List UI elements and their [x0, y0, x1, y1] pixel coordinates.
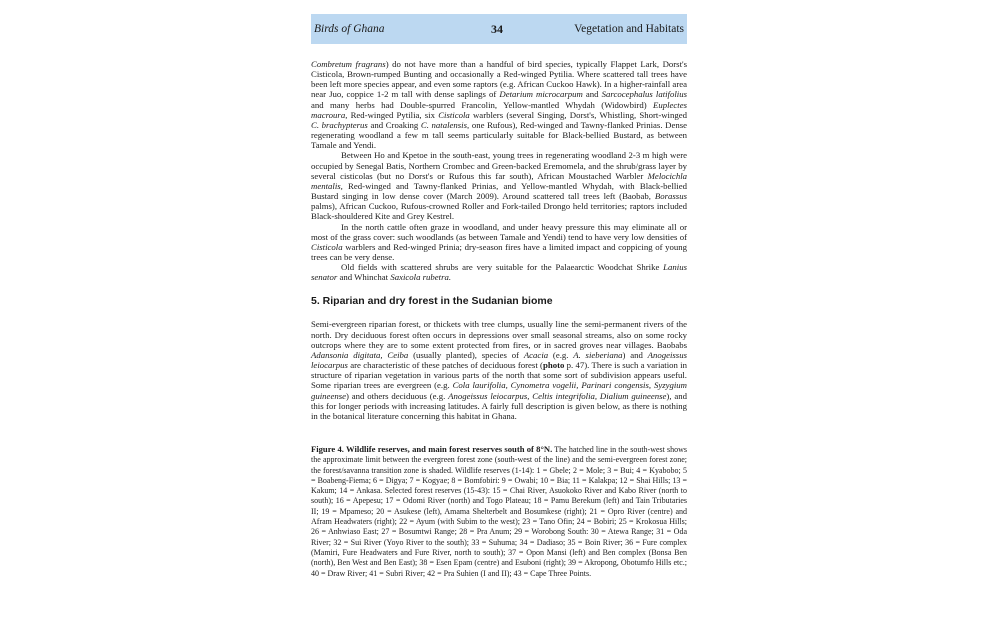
paragraph-combretum: Combretum fragrans) do not have more than a handful of bird species, typically Flappet Lark, Dorst's Cisticola, Brown-rumped Bunting and occasionally a Red-winged Pytilia. Where scattered tall trees have been left more species appear, and even some raptors (e.g. African Cuckoo Hawk). In a higher-rainfall area near Juo, coppice 1-2 m tall with dense saplings of Detarium microcarpum and Sarcocephalus latifolius and many herbs had Double-spurred Francolin, Yellow-mantled Whydah (Widowbird) Euplectes macroura, Red-winged Pytilia, six Cisticola warblers (several Singing, Dorst's, Whistling, Short-winged C. brachypterus and Croaking C. natalensis, one Rufous), Red-winged and Tawny-flanked Prinias. Dense regenerating woodland a few m tall seems particularly suitable for Black-bellied Bustard, as between Tamale and Yendi.	[311, 59, 688, 151]
book-title: Birds of Ghana	[314, 23, 385, 35]
page-number: 34	[491, 21, 503, 36]
figure-caption-text: The hatched line in the south-west shows the approximate limit between the evergreen forest zone (south-west of the line) and the semi-evergreen forest zone; the forest/savanna transition zone is shaded. Wildlife reserves (1-14): 1 = Gbele; 2 = Mole; 3 = Bui; 4 = Kyabobo; 5 = Boabeng-Fiema; 6 = Digya; 7 = Kogyae; 8 = Bomfobiri: 9 = Owabi; 10 = Bia; 11 = Kalakpa; 12 = Shai Hills; 13 = Kakum; 14 = Ankasa. Selected forest reserves (15-43): 15 = Chai River, Asuokoko River and Kabo River (north to south); 16 = Apepesu; 17 = Odomi River (north) and Togo Plateau; 18 = Pamu Berekum (left) and Tain Tributaries II; 19 = Mpameso; 20 = Asukese (left), Amama Shelterbelt and Bosumkese (right); 21 = Opro River (centre) and Afram Headwaters (right); 22 = Ayum (with Subim to the west); 23 = Tano Ofin; 24 = Bobiri; 25 = Krokosua Hills; 26 = Anhwiaso East; 27 = Bosumtwi Range; 28 = Pra Anum; 29 = Worobong South: 30 = Atewa Range; 31 = Oda River; 32 = Sui River (Yoyo River to the south); 33 = Suhuma; 34 = Dadiaso; 35 = Boin River; 36 = Fure complex (Mamiri, Fure Headwaters and Fure River, north to south); 37 = Opon Mansi (left) and Ben complex (Bonsa Ben (north), Ben West and Ben East); 38 = Esen Epam (centre) and Esuboni (right); 39 = Akropong, Obotumfo Hills etc.; 40 = Draw River; 41 = Subri River; 42 = Pra Suhien (I and II); 43 = Cape Three Points.	[311, 445, 688, 578]
paragraph-ho-kpetoe: Between Ho and Kpetoe in the south-east, young trees in regenerating woodland 2-3 m high were occupied by Senegal Batis, Northern Crombec and Green-backed Eremomela, and the shrub/grass layer by several cisticolas (but no Dorst's or Rufous this far south), African Moustached Warbler Melocichla mentalis, Red-winged and Tawny-flanked Prinias, and Yellow-mantled Whydah, with Black-bellied Bustard singing in low dense cover (March 2009). Around scattered tall trees left (Baobab, Borassus palms), African Cuckoo, Rufous-crowned Roller and Fork-tailed Drongo held territories; raptors included Black-shouldered Kite and Grey Kestrel.	[311, 150, 687, 222]
book-page	[311, 14, 687, 579]
paragraph-riparian: Semi-evergreen riparian forest, or thickets with tree clumps, usually line the semi-permanent rivers of the north. Dry deciduous forest often occurs in depressions over small seasonal streams, also on some rocky outcrops where they are to some extent protected from fires, or in sacred groves near villages. Baobabs Adansonia digitata, Ceiba (usually planted), species of Acacia (e.g. A. sieberiana) and Anogeissus leiocarpus are characteristic of these patches of deciduous forest (photo p. 47). There is such a variation in structure of riparian vegetation in various parts of the north that some sort of subdivision appears useful. Some riparian trees are evergreen (e.g. Cola laurifolia, Cynometra vogelii, Parinari congensis, Syzygium guineense) and others deciduous (e.g. Anogeissus leiocarpus, Celtis integrifolia, Dialium guineense), and this for longer periods with increasing latitudes. A fairly full description is given below, as there is nothing in the botanical literature concerning this habitat in Ghana.	[311, 319, 687, 421]
section-title: Vegetation and Habitats	[574, 23, 684, 35]
running-header	[311, 14, 687, 44]
paragraph-old-fields: Old fields with scattered shrubs are very suitable for the Palaearctic Woodchat Shrike Lanius senator and Whinchat Saxicola rubetra.	[311, 262, 687, 283]
section-heading: 5. Riparian and dry forest in the Sudanian biome	[311, 295, 553, 308]
figure-caption-title: Figure 4. Wildlife reserves, and main forest reserves south of 8°N.	[311, 444, 553, 454]
figure-caption	[311, 444, 687, 579]
paragraph-cattle: In the north cattle often graze in woodland, and under heavy pressure this may eliminate all or most of the grass cover: such woodlands (as between Tamale and Yendi) tend to have very low densities of Cisticola warblers and Red-winged Prinia; dry-season fires have a limited impact and coppicing of young trees can be very dense.	[311, 221, 687, 262]
